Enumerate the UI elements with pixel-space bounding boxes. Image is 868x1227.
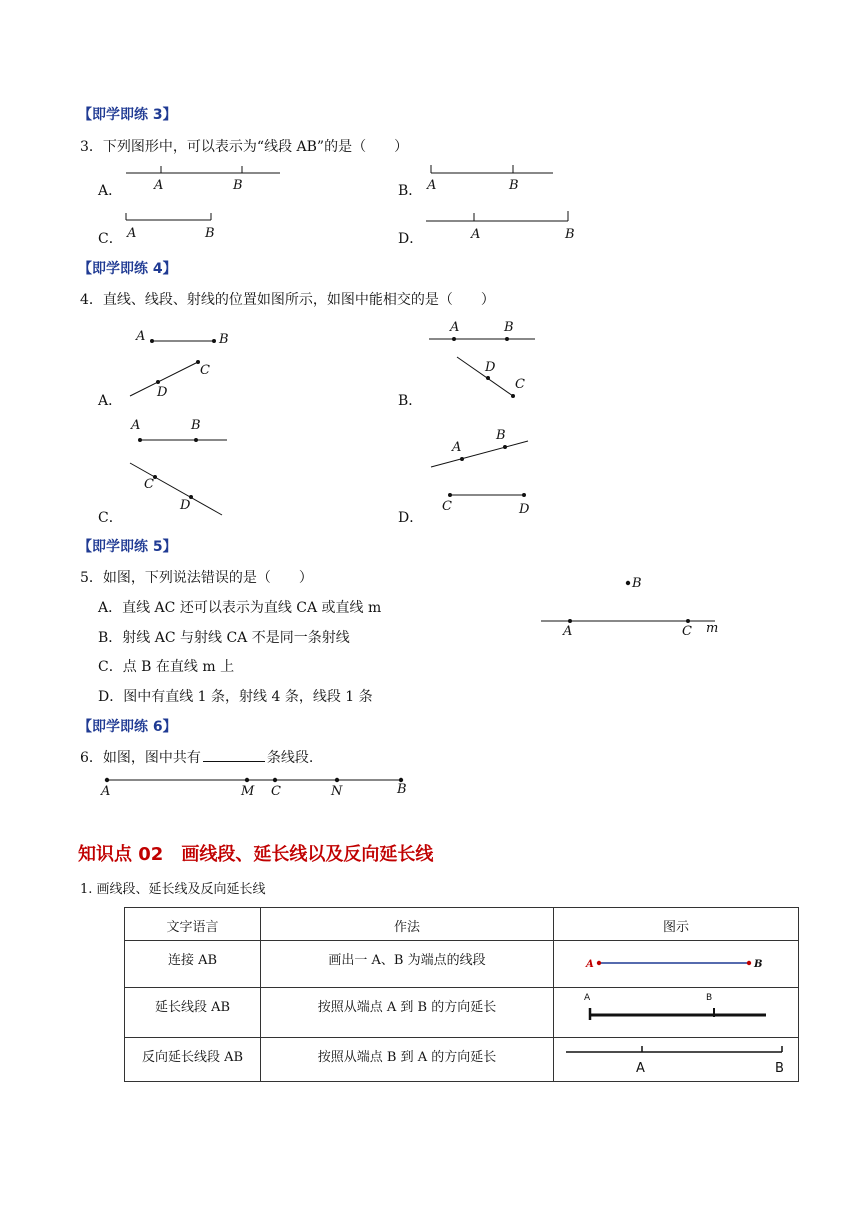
fig-label-b: B (775, 1061, 784, 1076)
q5-option-d[interactable]: D．图中有直线 1 条，射线 4 条，线段 1 条 (98, 689, 373, 705)
extend-ab-figure (584, 990, 774, 1030)
q4a-label-a: A (136, 329, 146, 344)
q4c-label-a: A (131, 418, 141, 433)
table-cell: 连接 AB (125, 941, 261, 988)
question-6-suffix: 条线段. (266, 750, 314, 766)
table-cell: 画出一 A、B 为端点的线段 (261, 941, 554, 988)
q3-figure-a (120, 160, 290, 200)
section-02-subheading: 1. 画线段、延长线及反向延长线 (80, 882, 266, 897)
q3-option-b[interactable]: B． (398, 183, 423, 199)
fig-label-a: A (584, 993, 591, 1003)
table-header: 文字语言 (125, 908, 261, 941)
q4-option-d[interactable]: D． (398, 510, 424, 526)
fig-label-a: A (636, 1061, 645, 1076)
q3c-label-a: A (127, 226, 137, 241)
q3d-label-a: A (471, 227, 481, 242)
q3-option-d[interactable]: D． (398, 231, 424, 247)
question-5: 5．如图，下列说法错误的是（ ） (80, 570, 313, 586)
q5-option-b[interactable]: B．射线 AC 与射线 CA 不是同一条射线 (98, 630, 350, 646)
q4-option-b[interactable]: B． (398, 393, 423, 409)
q6-figure (100, 772, 410, 792)
table-figure-cell (554, 988, 799, 1038)
q5-option-a[interactable]: A．直线 AC 还可以表示为直线 CA 或直线 m (98, 600, 382, 616)
q4a-label-d: D (157, 385, 168, 400)
answer-blank[interactable] (203, 749, 265, 762)
table-header: 图示 (554, 908, 799, 941)
q3-option-a[interactable]: A． (98, 183, 123, 199)
q4c-label-b: B (191, 418, 201, 433)
q3c-label-b: B (205, 226, 215, 241)
table-cell: 延长线段 AB (125, 988, 261, 1038)
method-table (124, 907, 799, 1082)
q4-option-a[interactable]: A． (98, 393, 123, 409)
connect-ab-figure (584, 953, 764, 973)
q3-figure-b (425, 160, 565, 200)
question-3: 3．下列图形中，可以表示为“线段 AB”的是（ ） (80, 139, 409, 155)
q5-option-c[interactable]: C．点 B 在直线 m 上 (98, 659, 235, 675)
q3a-label-b: B (233, 178, 243, 193)
reverse-extend-ab-figure (564, 1042, 789, 1078)
table-header: 作法 (261, 908, 554, 941)
practice-3-heading: 【即学即练 3】 (78, 107, 177, 123)
question-4: 4．直线、线段、射线的位置如图所示，如图中能相交的是（ ） (80, 292, 495, 308)
q4b-label-c: C (515, 377, 525, 392)
q3d-label-b: B (565, 227, 575, 242)
q6-label-n: N (331, 784, 343, 799)
q3-option-c[interactable]: C． (98, 231, 123, 247)
table-figure-cell (554, 941, 799, 988)
q6-label-b: B (397, 782, 407, 797)
practice-6-heading: 【即学即练 6】 (78, 719, 177, 735)
table-cell: 按照从端点 A 到 B 的方向延长 (261, 988, 554, 1038)
q4c-label-d: D (180, 498, 191, 513)
q3b-label-a: A (427, 178, 437, 193)
table-row (125, 1038, 799, 1082)
q6-label-a: A (101, 784, 111, 799)
fig-label-a: A (586, 959, 594, 970)
q4d-label-b: B (496, 428, 506, 443)
q4b-label-d: D (485, 360, 496, 375)
table-cell: 反向延长线段 AB (125, 1038, 261, 1082)
q4a-label-c: C (200, 363, 210, 378)
table-cell: 按照从端点 B 到 A 的方向延长 (261, 1038, 554, 1082)
q5-label-a: A (563, 624, 573, 639)
fig-label-b: B (754, 959, 763, 970)
question-6-prefix: 6．如图，图中共有 (80, 750, 201, 766)
table-header-row (125, 908, 799, 941)
q4c-label-c: C (144, 477, 154, 492)
fig-label-b: B (706, 993, 713, 1003)
q3b-label-b: B (509, 178, 519, 193)
q5-label-b: B (632, 576, 642, 591)
q4a-label-b: B (219, 332, 229, 347)
q4b-label-a: A (450, 320, 460, 335)
section-02-heading: 知识点 02 画线段、延长线以及反向延长线 (78, 844, 434, 865)
table-figure-cell (554, 1038, 799, 1082)
q4d-label-c: C (442, 499, 452, 514)
q6-label-c: C (271, 784, 281, 799)
question-6 (80, 747, 313, 767)
q3a-label-a: A (154, 178, 164, 193)
q4d-label-d: D (519, 502, 530, 517)
practice-5-heading: 【即学即练 5】 (78, 539, 177, 555)
q4-figure-d (425, 435, 535, 505)
practice-4-heading: 【即学即练 4】 (78, 261, 177, 277)
q4-option-c[interactable]: C． (98, 510, 123, 526)
q4d-label-a: A (452, 440, 462, 455)
table-row (125, 941, 799, 988)
table-row (125, 988, 799, 1038)
q6-label-m: M (241, 784, 255, 799)
q5-label-c: C (682, 624, 692, 639)
q5-label-m: m (706, 621, 719, 636)
q3-figure-d (420, 203, 580, 233)
q4b-label-b: B (504, 320, 514, 335)
